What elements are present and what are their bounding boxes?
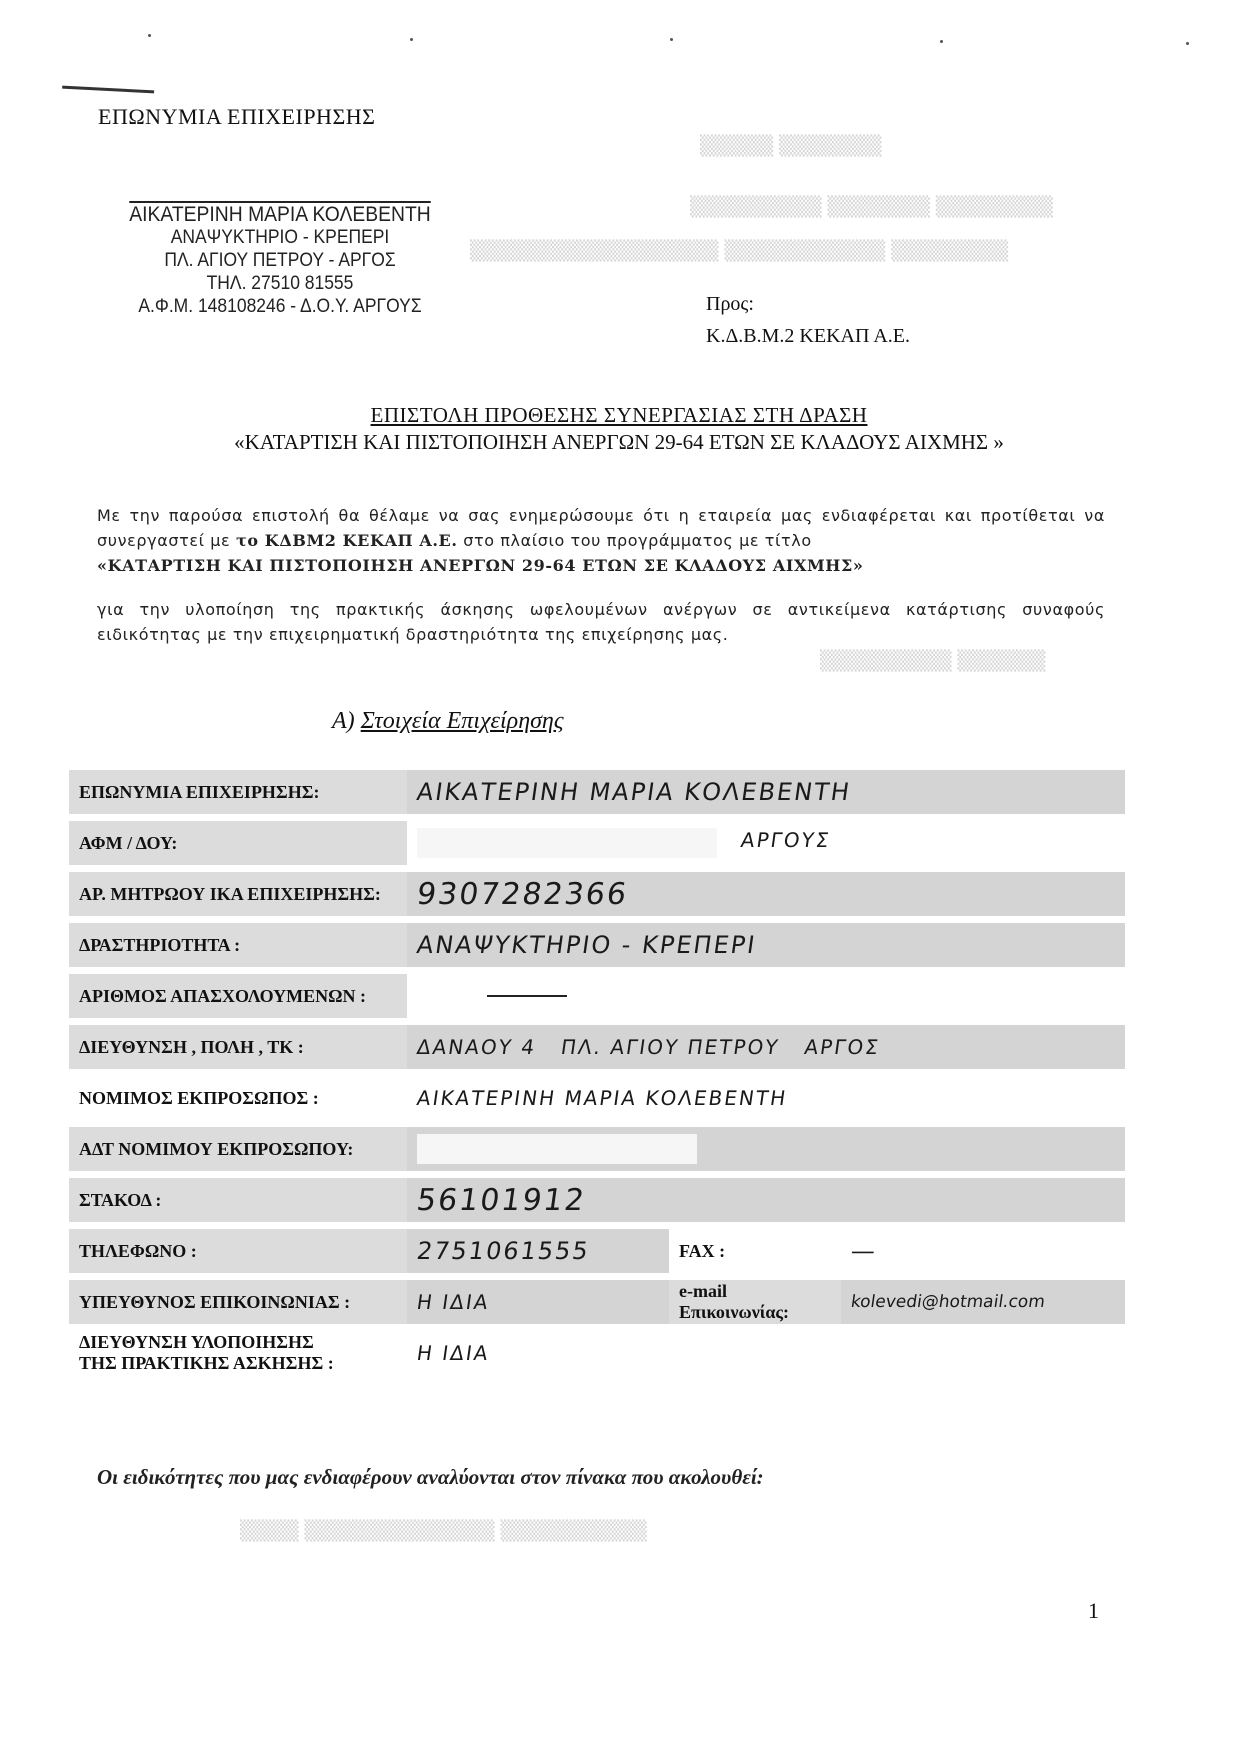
recipient-block <box>706 288 910 352</box>
form-row-employees <box>69 974 1125 1018</box>
address-label: ΔΙΕΥΘΥΝΣΗ , ΠΟΛΗ , ΤΚ : <box>69 1025 407 1069</box>
activity-label: ΔΡΑΣΤΗΡΙΟΤΗΤΑ : <box>69 923 407 967</box>
redacted-area <box>417 1134 697 1164</box>
company-details-form <box>69 763 1125 1382</box>
address-value: ΔΑΝΑΟΥ 4 ΠΛ. ΑΓΙΟΥ ΠΕΤΡΟΥ ΑΡΓΟΣ <box>415 1035 882 1059</box>
stakod-field[interactable] <box>407 1178 1125 1222</box>
stamp-line: ΑΙΚΑΤΕΡΙΝΗ ΜΑΡΙΑ ΚΟΛΕΒΕΝΤΗ <box>129 203 431 226</box>
scan-speck <box>410 38 413 41</box>
form-row-activity <box>69 923 1125 967</box>
legal-rep-label: ΝΟΜΙΜΟΣ ΕΚΠΡΟΣΩΠΟΣ : <box>69 1076 407 1120</box>
scan-speck <box>148 34 151 37</box>
scan-speck <box>670 38 673 41</box>
contact-label: ΥΠΕΥΘΥΝΟΣ ΕΠΙΚΟΙΝΩΝΙΑΣ : <box>69 1280 407 1324</box>
phone-field[interactable] <box>407 1229 669 1273</box>
email-label-line: Επικοινωνίας: <box>679 1302 789 1322</box>
closing-note: Οι ειδικότητες που μας ενδιαφέρουν αναλύονται στον πίνακα που ακολουθεί: <box>97 1465 764 1489</box>
adt-field[interactable] <box>407 1127 1125 1171</box>
intro-paragraph-2: για την υλοποίηση της πρακτικής άσκησης ωφελουμένων ανέργων σε αντικείμενα κατάρτισης συναφούς ειδικότητας με την επιχειρηματική δραστηριότητα της επιχείρησης μας. <box>97 600 1105 644</box>
stakod-value: 56101912 <box>414 1182 589 1218</box>
fax-label: FAX : <box>669 1229 841 1273</box>
activity-field[interactable] <box>407 923 1125 967</box>
contact-value: Η ΙΔΙΑ <box>415 1290 492 1314</box>
fax-value: — <box>849 1237 879 1265</box>
company-stamp <box>100 203 460 318</box>
ika-value: 9307282366 <box>414 876 631 912</box>
scan-speck <box>1186 42 1189 45</box>
adt-label: ΑΔΤ ΝΟΜΙΜΟΥ ΕΚΠΡΟΣΩΠΟΥ: <box>69 1127 407 1171</box>
practice-label-line: ΔΙΕΥΘΥΝΣΗ ΥΛΟΠΟΙΗΣΗΣ <box>79 1332 314 1352</box>
recipient-label: Προς: <box>706 293 754 315</box>
intro-paragraph <box>97 503 1105 578</box>
pen-stroke <box>62 86 154 100</box>
address-field[interactable] <box>407 1025 1125 1069</box>
company-name-label: ΕΠΩΝΥΜΙΑ ΕΠΙΧΕΙΡΗΣΗΣ: <box>69 770 407 814</box>
intro-bold-program: «ΚΑΤΑΡΤΙΣΗ ΚΑΙ ΠΙΣΤΟΠΟΙΗΣΗ ΑΝΕΡΓΩΝ 29-64 ΕΤΩΝ ΣΕ ΚΛΑΔΟΥΣ ΑΙΧΜΗΣ» <box>97 556 864 575</box>
intro-text: Με την παρούσα επιστολή θα θέλαμε να σας ενημερώσουμε ότι η εταιρεία μας ενδιαφέρεται και προτίθεται να συνεργαστεί με <box>97 506 1105 550</box>
legal-rep-field[interactable] <box>407 1076 1125 1120</box>
form-row-adt <box>69 1127 1125 1171</box>
form-row-stakod <box>69 1178 1125 1222</box>
section-heading <box>332 708 564 735</box>
section-prefix: Α) <box>332 708 355 734</box>
form-row-company <box>69 770 1125 814</box>
email-label-line: e-mail <box>679 1281 727 1301</box>
stamp-line: ΤΗΛ. 27510 81555 <box>206 273 354 294</box>
afm-field[interactable] <box>407 821 1125 865</box>
intro-text-2: στο πλαίσιο του προγράμματος με τίτλο <box>457 531 812 550</box>
stamp-line: ΑΝΑΨΥΚΤΗΡΙΟ - ΚΡΕΠΕΡΙ <box>170 227 390 248</box>
email-value: kolevedi@hotmail.com <box>849 1292 1047 1312</box>
stakod-label: ΣΤΑΚΟΔ : <box>69 1178 407 1222</box>
heading-line-1: ΕΠΙΣΤΟΛΗ ΠΡΟΘΕΣΗΣ ΣΥΝΕΡΓΑΣΙΑΣ ΣΤΗ ΔΡΑΣΗ <box>370 403 868 427</box>
form-row-phone <box>69 1229 1125 1273</box>
scan-speck <box>940 40 943 43</box>
stamp-line: ΠΛ. ΑΓΙΟΥ ΠΕΤΡΟΥ - ΑΡΓΟΣ <box>164 250 396 271</box>
letter-heading <box>0 402 1238 456</box>
email-label <box>669 1280 841 1324</box>
employees-dash <box>487 995 567 997</box>
phone-label: ΤΗΛΕΦΩΝΟ : <box>69 1229 407 1273</box>
email-field[interactable] <box>841 1280 1125 1324</box>
practice-address-value: Η ΙΔΙΑ <box>415 1341 492 1365</box>
heading-line-2: «ΚΑΤΑΡΤΙΣΗ ΚΑΙ ΠΙΣΤΟΠΟΙΗΣΗ ΑΝΕΡΓΩΝ 29-64 ΕΤΩΝ ΣΕ ΚΛΑΔΟΥΣ ΑΙΧΜΗΣ » <box>234 430 1004 454</box>
form-row-afm <box>69 821 1125 865</box>
legal-rep-value: ΑΙΚΑΤΕΡΙΝΗ ΜΑΡΙΑ ΚΟΛΕΒΕΝΤΗ <box>415 1086 789 1110</box>
company-name-value: ΑΙΚΑΤΕΡΙΝΗ ΜΑΡΙΑ ΚΟΛΕΒΕΝΤΗ <box>415 778 853 806</box>
bleed-through-text: ▒▒▒▒ ▒▒▒▒▒▒▒▒▒▒▒▒▒ ▒▒▒▒▒▒▒▒▒▒ <box>240 1520 647 1542</box>
form-row-address <box>69 1025 1125 1069</box>
afm-label: ΑΦΜ / ΔΟΥ: <box>69 821 407 865</box>
ika-label: ΑΡ. ΜΗΤΡΩΟΥ ΙΚΑ ΕΠΙΧΕΙΡΗΣΗΣ: <box>69 872 407 916</box>
bleed-through-text: ▒▒▒▒▒ ▒▒▒▒▒▒▒ <box>700 135 882 157</box>
form-row-rep <box>69 1076 1125 1120</box>
company-title: ΕΠΩΝΥΜΙΑ ΕΠΙΧΕΙΡΗΣΗΣ <box>98 104 376 129</box>
employees-field[interactable] <box>407 974 1125 1018</box>
bleed-through-text: ▒▒▒▒▒▒▒▒▒ ▒▒▒▒▒▒ <box>820 650 1046 672</box>
company-name-field[interactable] <box>407 770 1125 814</box>
bleed-through-text: ▒▒▒▒▒▒▒▒▒ ▒▒▒▒▒▒▒ ▒▒▒▒▒▒▒▒ <box>690 196 1053 218</box>
form-row-ika <box>69 872 1125 916</box>
phone-value: 2751061555 <box>415 1237 592 1265</box>
form-row-practice <box>69 1331 1125 1375</box>
practice-label-line: ΤΗΣ ΠΡΑΚΤΙΚΗΣ ΑΣΚΗΣΗΣ : <box>79 1353 334 1373</box>
practice-address-field[interactable] <box>407 1331 1125 1375</box>
intro-bold-org: το ΚΔΒΜ2 ΚΕΚΑΠ Α.Ε. <box>236 531 458 550</box>
bleed-through-text: ▒▒▒▒▒▒▒▒▒▒▒▒▒▒▒▒▒ ▒▒▒▒▒▒▒▒▒▒▒ ▒▒▒▒▒▒▒▒ <box>470 240 1009 262</box>
employees-label: ΑΡΙΘΜΟΣ ΑΠΑΣΧΟΛΟΥΜΕΝΩΝ : <box>69 974 407 1018</box>
stamp-line: Α.Φ.Μ. 148108246 - Δ.Ο.Υ. ΑΡΓΟΥΣ <box>138 296 422 317</box>
ika-field[interactable] <box>407 872 1125 916</box>
section-title: Στοιχεία Επιχείρησης <box>360 708 564 734</box>
contact-field[interactable] <box>407 1280 669 1324</box>
activity-value: ΑΝΑΨΥΚΤΗΡΙΟ - ΚΡΕΠΕΡΙ <box>415 931 759 959</box>
recipient-name: Κ.Δ.Β.Μ.2 ΚΕΚΑΠ Α.Ε. <box>706 325 910 347</box>
fax-field[interactable] <box>841 1229 1125 1273</box>
form-row-contact <box>69 1280 1125 1324</box>
redacted-area <box>417 828 717 858</box>
practice-address-label <box>69 1331 407 1375</box>
page-number: 1 <box>1088 1598 1099 1623</box>
afm-doy-value: ΑΡΓΟΥΣ <box>739 827 833 852</box>
